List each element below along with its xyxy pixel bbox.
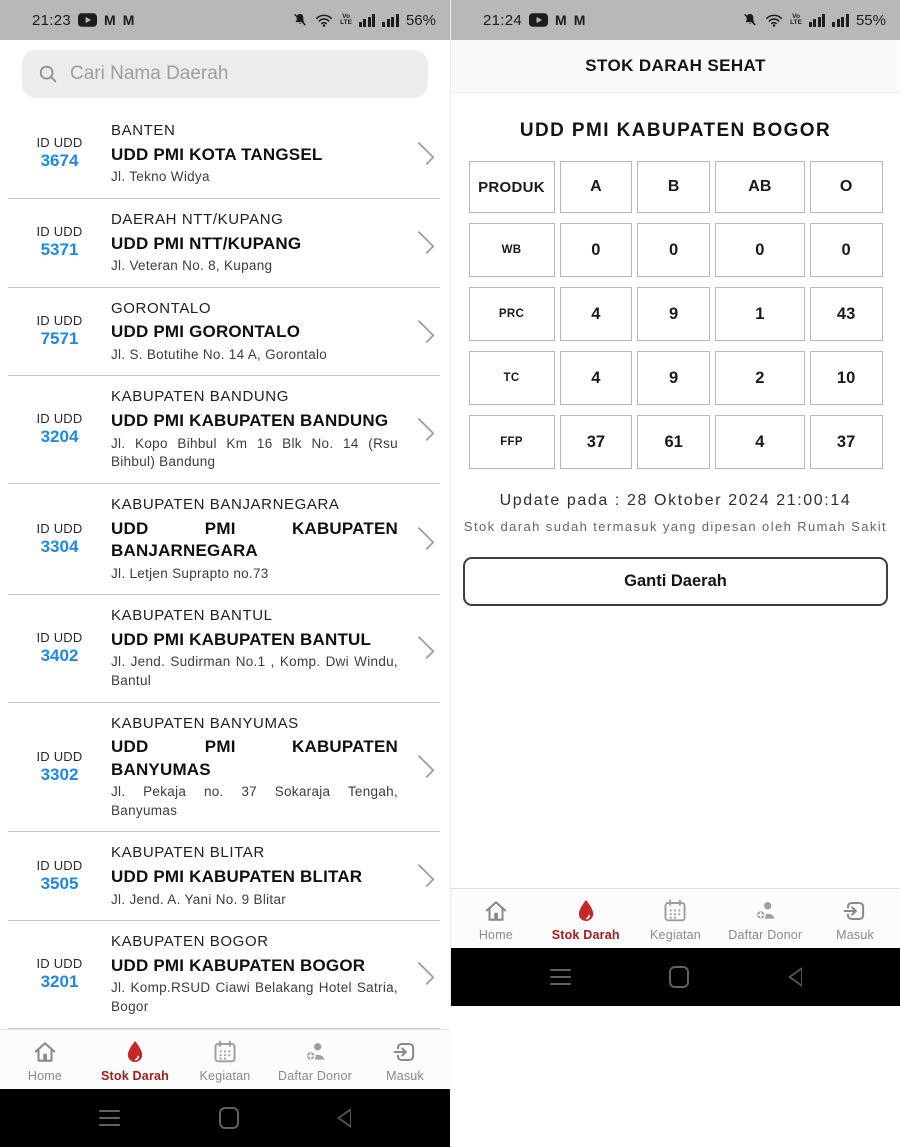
search-bar[interactable] [22, 50, 428, 98]
add-person-icon [302, 1039, 328, 1065]
udd-name-title: UDD PMI KABUPATEN BOGOR [519, 120, 832, 141]
add-person-icon [752, 898, 778, 924]
udd-id-block [8, 842, 111, 909]
gmail-icon: M [573, 12, 586, 28]
home-button[interactable] [219, 1107, 239, 1129]
udd-id-label: ID UDD [36, 748, 83, 764]
nav-item-stok-darah[interactable] [90, 1036, 180, 1083]
udd-id-number: 3201 [40, 971, 79, 991]
udd-address: Jl. Jend. A. Yani No. 9 Blitar [111, 891, 287, 907]
nav-item-kegiatan[interactable] [180, 1036, 270, 1083]
volte-top-text: Vo [792, 12, 800, 20]
udd-id-number: 3505 [40, 873, 79, 893]
stock-column-header: A [560, 161, 633, 213]
udd-id-block [8, 494, 111, 583]
udd-name: UDD PMI KOTA TANGSEL [111, 144, 323, 164]
wifi-icon [765, 13, 783, 27]
udd-id-number: 3304 [40, 536, 79, 556]
left-phone-screen [0, 0, 450, 1083]
udd-id-block [8, 209, 111, 276]
udd-id-number: 3302 [40, 764, 79, 784]
wifi-icon [315, 13, 333, 27]
blood-drop-icon [573, 898, 599, 924]
nav-label: Masuk [386, 1068, 424, 1083]
udd-name: UDD PMI KABUPATEN BANYUMAS [111, 737, 398, 779]
udd-id-number: 7571 [40, 329, 79, 349]
search-icon [37, 63, 59, 85]
udd-address: Jl. Kopo Bihbul Km 16 Blk No. 14 (Rsu Bihbul) Bandung [111, 435, 398, 470]
list-item[interactable] [8, 832, 440, 921]
gmail-icon: M [122, 12, 135, 28]
udd-region: KABUPATEN BANTUL [111, 607, 273, 625]
gmail-icon: M [555, 12, 567, 28]
stock-value-cell: 37 [560, 415, 633, 469]
recent-apps-button[interactable] [99, 1110, 120, 1126]
stock-table-header-row [469, 161, 883, 213]
udd-id-number: 5371 [40, 240, 79, 260]
chevron-right-icon [411, 231, 434, 254]
volte-bottom-text: LTE [340, 19, 352, 26]
recent-apps-button[interactable] [550, 969, 571, 985]
battery-percent: 55% [855, 11, 886, 29]
udd-region: KABUPATEN BLITAR [111, 844, 265, 862]
stock-value-cell: 2 [715, 351, 805, 405]
home-icon [483, 898, 509, 924]
udd-info [111, 298, 412, 365]
udd-region: KABUPATEN BANJARNEGARA [111, 495, 340, 513]
nav-item-home[interactable] [451, 895, 541, 942]
udd-id-block [8, 931, 111, 1016]
udd-region: KABUPATEN BANDUNG [111, 388, 290, 406]
udd-region: GORONTALO [111, 299, 212, 317]
list-item[interactable] [8, 595, 440, 702]
udd-address: Jl. Jend. Sudirman No.1 , Komp. Dwi Windu, Bantul [111, 654, 398, 688]
update-timestamp: Update pada : 28 Oktober 2024 21:00:14 [499, 492, 852, 509]
stock-value-cell: 43 [810, 287, 883, 341]
system-navigation-bar [0, 1089, 450, 1147]
status-bar [0, 0, 450, 40]
list-item[interactable] [8, 484, 440, 595]
stock-table [464, 151, 888, 479]
nav-label: Kegiatan [650, 928, 701, 942]
stock-value-cell: 0 [637, 223, 710, 277]
chevron-right-icon [411, 417, 434, 440]
nav-item-masuk[interactable] [810, 895, 900, 942]
back-triangle-icon [788, 967, 802, 987]
notifications-off-icon [292, 12, 308, 28]
status-bar-right [742, 12, 886, 29]
nav-item-daftar-donor[interactable] [720, 895, 810, 942]
stock-value-cell: 0 [560, 223, 633, 277]
stock-value-cell: 37 [810, 415, 883, 469]
stock-value-cell: 9 [637, 351, 710, 405]
stock-column-header: AB [715, 161, 805, 213]
udd-list-screen [0, 40, 450, 1029]
chevron-right-icon [411, 755, 434, 778]
nav-item-kegiatan[interactable] [631, 895, 721, 942]
nav-label: Kegiatan [199, 1068, 251, 1083]
udd-info [111, 209, 412, 276]
stock-value-cell: 0 [810, 223, 883, 277]
stock-value-cell: 4 [560, 287, 633, 341]
signal-icon [832, 14, 849, 27]
status-bar-left [483, 12, 585, 29]
udd-id-block [8, 605, 111, 690]
nav-label: Masuk [836, 928, 874, 942]
stock-note: Stok darah sudah termasuk yang dipesan oleh Rumah Sakit [463, 519, 888, 534]
udd-name: UDD PMI GORONTALO [111, 322, 301, 342]
login-icon [392, 1039, 418, 1065]
clock: 21:23 [32, 11, 72, 29]
udd-id-label: ID UDD [36, 313, 83, 329]
chevron-right-icon [411, 527, 434, 550]
nav-label: Stok Darah [101, 1068, 169, 1083]
login-icon [842, 898, 868, 924]
home-square-icon [669, 966, 689, 988]
calendar-icon [662, 898, 688, 924]
status-bar-left [32, 12, 134, 29]
stock-row-label: FFP [469, 415, 555, 469]
stock-row-label: WB [469, 223, 555, 277]
list-item[interactable] [8, 288, 440, 377]
stock-screen [451, 40, 900, 888]
udd-id-block [8, 713, 111, 821]
chevron-right-icon [411, 864, 434, 887]
stock-value-cell: 61 [637, 415, 710, 469]
udd-info [111, 605, 412, 690]
list-item[interactable] [8, 921, 440, 1028]
search-input[interactable] [70, 63, 413, 85]
udd-info [111, 494, 412, 583]
youtube-icon [78, 13, 97, 27]
chevron-right-icon [411, 962, 434, 985]
udd-name: UDD PMI NTT/KUPANG [111, 233, 302, 253]
stock-value-cell: 10 [810, 351, 883, 405]
nav-label: Home [27, 1068, 63, 1083]
udd-id-label: ID UDD [36, 224, 83, 240]
udd-address: Jl. Komp.RSUD Ciawi Belakang Hotel Satria, Bogor [111, 980, 398, 1015]
bottom-nav [451, 888, 900, 948]
stock-column-header: B [637, 161, 710, 213]
udd-info [111, 120, 412, 187]
stock-value-cell: 4 [560, 351, 633, 405]
stock-table-row [469, 415, 883, 469]
stock-row-label: PRC [469, 287, 555, 341]
udd-region: DAERAH NTT/KUPANG [111, 210, 284, 228]
nav-item-home[interactable] [0, 1036, 90, 1083]
nav-label: Daftar Donor [728, 928, 803, 942]
udd-name: UDD PMI KABUPATEN BOGOR [111, 956, 366, 975]
nav-item-stok-darah[interactable] [541, 895, 631, 942]
udd-region: BANTEN [111, 122, 176, 139]
stock-table-row [469, 223, 883, 277]
nav-item-daftar-donor[interactable] [270, 1036, 360, 1083]
signal-icon [359, 14, 376, 27]
udd-info [111, 713, 412, 821]
back-button[interactable] [337, 1108, 351, 1128]
nav-label: Stok Darah [551, 928, 620, 942]
stock-value-cell: 1 [715, 287, 805, 341]
notifications-off-icon [742, 12, 758, 28]
chevron-right-icon [411, 636, 434, 659]
udd-info [111, 842, 412, 909]
clock: 21:24 [483, 11, 523, 29]
udd-list [8, 110, 440, 1029]
udd-address: Jl. Veteran No. 8, Kupang [111, 258, 273, 273]
udd-region: KABUPATEN BOGOR [111, 933, 269, 951]
stock-table-row [469, 287, 883, 341]
chevron-right-icon [411, 142, 434, 165]
youtube-icon [529, 13, 548, 27]
udd-id-block [8, 298, 111, 365]
stock-value-cell: 9 [637, 287, 710, 341]
udd-id-number: 3402 [40, 645, 79, 665]
volte-icon [790, 14, 802, 27]
udd-id-label: ID UDD [36, 135, 83, 151]
list-item[interactable] [8, 110, 440, 199]
battery-percent: 56% [405, 11, 436, 29]
udd-id-block [8, 386, 111, 471]
bottom-nav [0, 1029, 450, 1089]
home-icon [32, 1039, 58, 1065]
udd-address: Jl. Tekno Widya [111, 169, 210, 185]
udd-id-label: ID UDD [36, 629, 83, 645]
stock-table-row [469, 351, 883, 405]
udd-id-label: ID UDD [36, 857, 83, 873]
list-item[interactable] [8, 199, 440, 288]
signal-icon [382, 14, 399, 27]
udd-name: UDD PMI KABUPATEN BANJARNEGARA [111, 518, 398, 561]
blood-drop-icon [122, 1039, 148, 1065]
udd-name: UDD PMI KABUPATEN BANTUL [111, 629, 372, 649]
signal-icon [809, 14, 826, 27]
stock-column-header: PRODUK [469, 161, 555, 213]
back-triangle-icon [337, 1108, 351, 1128]
calendar-icon [212, 1039, 238, 1065]
list-item[interactable] [8, 376, 440, 483]
list-item[interactable] [8, 703, 440, 833]
udd-id-number: 3674 [40, 151, 79, 171]
udd-id-number: 3204 [40, 427, 79, 447]
right-phone-screen [450, 0, 900, 1006]
stock-row-label: TC [469, 351, 555, 405]
back-button[interactable] [788, 967, 802, 987]
home-button[interactable] [669, 966, 689, 988]
volte-icon [340, 14, 352, 27]
volte-bottom-text: LTE [790, 19, 802, 26]
stock-value-cell: 4 [715, 415, 805, 469]
nav-item-masuk[interactable] [360, 1036, 450, 1083]
udd-name: UDD PMI KABUPATEN BANDUNG [111, 411, 389, 431]
udd-info [111, 386, 412, 471]
udd-address: Jl. S. Botutihe No. 14 A, Gorontalo [111, 346, 328, 362]
udd-id-block [8, 120, 111, 187]
chevron-right-icon [411, 319, 434, 342]
udd-address: Jl. Pekaja no. 37 Sokaraja Tengah, Banyumas [111, 784, 398, 818]
system-navigation-bar [451, 948, 900, 1006]
udd-id-label: ID UDD [36, 955, 83, 971]
status-bar-right [292, 12, 436, 29]
udd-name: UDD PMI KABUPATEN BLITAR [111, 867, 363, 887]
udd-address: Jl. Letjen Suprapto no.73 [111, 565, 269, 581]
volte-top-text: Vo [342, 12, 350, 20]
nav-label: Home [478, 928, 513, 942]
status-bar [451, 0, 900, 40]
udd-region: KABUPATEN BANYUMAS [111, 714, 299, 732]
stock-value-cell: 0 [715, 223, 805, 277]
gmail-icon: M [104, 12, 116, 28]
udd-info [111, 931, 412, 1016]
page-title: STOK DARAH SEHAT [451, 40, 900, 93]
stock-column-header: O [810, 161, 883, 213]
udd-id-label: ID UDD [36, 411, 83, 427]
udd-id-label: ID UDD [36, 520, 83, 536]
change-region-button[interactable]: Ganti Daerah [463, 557, 888, 606]
nav-label: Daftar Donor [278, 1068, 352, 1083]
home-square-icon [219, 1107, 239, 1129]
